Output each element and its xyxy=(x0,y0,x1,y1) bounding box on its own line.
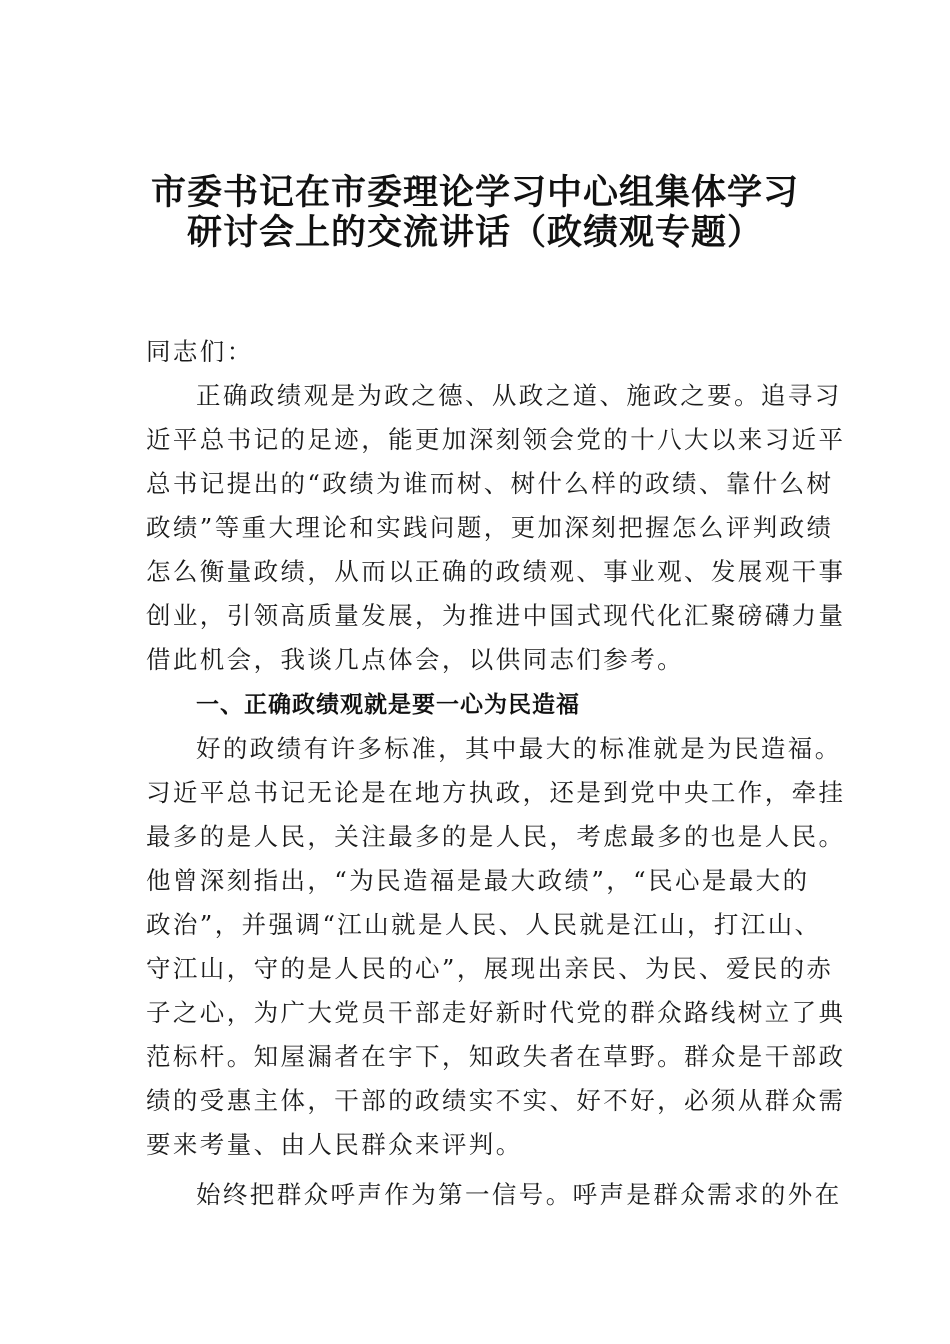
paragraph-line: 近平总书记的足迹，能更加深刻领会党的十八大以来习近平 xyxy=(146,425,846,454)
paragraph-line: 好的政绩有许多标准，其中最大的标准就是为民造福。 xyxy=(196,734,842,763)
paragraph-line: 创业，引领高质量发展，为推进中国式现代化汇聚磅礴力量 xyxy=(146,601,846,630)
paragraph-line: 习近平总书记无论是在地方执政，还是到党中央工作，牵挂 xyxy=(146,778,846,807)
paragraph-line: 怎么衡量政绩，从而以正确的政绩观、事业观、发展观干事 xyxy=(146,557,846,586)
greeting: 同志们： xyxy=(146,337,254,366)
paragraph-line: 借此机会，我谈几点体会，以供同志们参考。 xyxy=(146,645,684,674)
document-title-line-2: 研讨会上的交流讲话（政绩观专题） xyxy=(186,212,763,253)
paragraph-line: 绩的受惠主体，干部的政绩实不实、好不好，必须从群众需 xyxy=(146,1086,846,1115)
paragraph-line: 总书记提出的“政绩为谁而树、树什么样的政绩、靠什么树 xyxy=(146,469,834,498)
paragraph-line: 政治”，并强调“江山就是人民、人民就是江山，打江山、 xyxy=(146,910,822,939)
paragraph-line: 正确政绩观是为政之德、从政之道、施政之要。追寻习 xyxy=(196,381,842,410)
paragraph-line: 政绩”等重大理论和实践问题，更加深刻把握怎么评判政绩 xyxy=(146,513,834,542)
section-heading: 一、正确政绩观就是要一心为民造福 xyxy=(196,692,580,718)
paragraph-line: 范标杆。知屋漏者在宇下，知政失者在草野。群众是干部政 xyxy=(146,1042,846,1071)
paragraph-line: 始终把群众呼声作为第一信号。呼声是群众需求的外在 xyxy=(196,1180,842,1209)
paragraph-line: 最多的是人民，关注最多的是人民，考虑最多的也是人民。 xyxy=(146,822,846,851)
paragraph-line: 子之心，为广大党员干部走好新时代党的群众路线树立了典 xyxy=(146,998,846,1027)
paragraph-line: 他曾深刻指出，“为民造福是最大政绩”，“民心是最大的 xyxy=(146,866,810,895)
paragraph-line: 要来考量、由人民群众来评判。 xyxy=(146,1130,523,1159)
paragraph-line: 守江山，守的是人民的心”，展现出亲民、为民、爱民的赤 xyxy=(146,954,834,983)
document-title-line-1: 市委书记在市委理论学习中心组集体学习 xyxy=(150,172,799,213)
